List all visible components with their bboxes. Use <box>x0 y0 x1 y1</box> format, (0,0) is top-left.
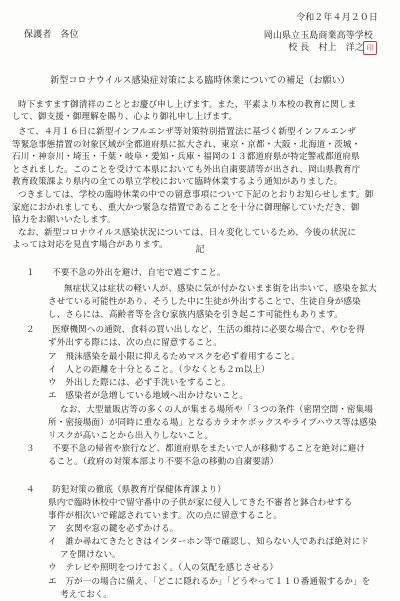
body-line: ３ 不要不急の帰省や旅行など、都道府県をまたいで人が移動することを絶対に避け <box>26 444 366 454</box>
body-line: イ 誰か尋ねてきたときはインターホン等で確認し、知らない人であれば絶対にド <box>48 537 370 547</box>
body-line: ず外出する際には、次の点に留意すること。 <box>48 338 222 348</box>
addressee: 保護者 各位 <box>24 30 79 40</box>
body-line: ２ 医療機関への通院、食料の買い出しなど、生活の維持に必要な場合で、やむを得 <box>26 325 365 335</box>
school-name: 岡山県立玉島商業高等学校 <box>263 31 373 41</box>
body-line: イ 人との距離を十分とること。（少なくとも２ｍ以上） <box>48 365 270 375</box>
intro-line: 時下ますます御清祥のこととお慶び申し上げます。また、平素より本校の教育に関しま <box>18 100 357 110</box>
intro-line: なお、新型コロナウイルス感染状況については、日々変化しているため、今後の状況に <box>18 228 357 238</box>
body-line: ４ 防犯対策の徹底（県教育庁保健体育課より） <box>26 485 226 495</box>
body-line: 事件が相次いで確認されています。次の点に留意すること。 <box>48 511 283 521</box>
body-line: ア 玄関や窓の鍵を必ずかける。 <box>48 524 179 534</box>
intro-line: とされました。このことを受けて本県においても外出自粛要請等が出され、岡山県教育庁 <box>12 165 361 175</box>
intro-line: 協力をお願いいたします。 <box>12 215 116 225</box>
body-line: 考えておく。 <box>60 590 112 600</box>
body-line: 無症状又は症状の軽い人が、感染に気が付かないまま街を出歩いて、感染を拡大 <box>64 284 377 294</box>
body-line: アを開けない。 <box>60 550 121 560</box>
body-line: 県内で臨時休校中で留守番中の子供が家に侵入してきた不審者と鉢合わせする <box>48 498 353 508</box>
body-line: エ 感染者が急増している地域へ出かけないこと。 <box>48 391 248 401</box>
intro-line: つきましては、学校の臨時休業の中での留意事項について下記のとおりお知らせします。御 <box>18 190 374 200</box>
intro-line: して、御支援・御理解を賜り、心より御礼申し上げます。 <box>12 112 238 122</box>
body-line: ア 飛沫感染を最小限に抑えるためマスクを必ず着用すること。 <box>48 352 301 362</box>
principal-name: 校 長 村上 洋之 <box>288 43 364 53</box>
intro-line: 家庭におかれましても、重大かつ緊急な措置であることを十分に御理解していただき、御 <box>12 203 360 213</box>
intro-line: 石川・神奈川・埼玉・千葉・岐阜・愛知・兵庫・福岡の１３都道府県が特定警戒都道府県 <box>12 152 360 162</box>
body-line: ウ 外出した際には、必ず手洗いをすること。 <box>48 378 231 388</box>
body-line: させている可能性があり、そうした中に生徒が外出することで、生徒自身が感染 <box>48 297 361 307</box>
intro-line: 等緊急事態措置の対象区域が全都道府県に拡大され、東京・京都・大阪・北海道・茨城・ <box>12 140 361 150</box>
body-line: なお、大型量販店等の多くの人が集まる場所や「３つの条件（密閉空間・密集場 <box>60 405 373 415</box>
document-date: 令和２年４月２０日 <box>296 13 378 23</box>
intro-line: よっては対応を見直す場合があります。 <box>12 240 168 250</box>
intro-line: 教育政策課より県内の全ての県立学校において臨時休業するよう通知がありました。 <box>12 177 343 187</box>
official-seal: 印 <box>363 41 377 55</box>
body-line: ウ テレビや照明をつけておく。（人の気配を感じさせる） <box>48 563 279 573</box>
body-line: エ 万が一の場合に備え、「どこに隠れるか」「どうやって１１０番通報するか」を <box>48 577 371 587</box>
intro-line: さて、４月１６日に新型インフルエンザ等対策特別措置法に基づく新型インフルエンザ <box>18 127 357 137</box>
body-line: し、さらには、高齢者等を含む家族内感染を引き起こす可能性もあります。 <box>48 310 343 320</box>
body-line: 所・密接場面）が同時に重なる場」となるカラオケボックスやライブハウス等は感染 <box>48 418 377 428</box>
body-line: １ 不要不急の外出を避け、自宅で過ごすこと。 <box>26 268 226 278</box>
body-line: ること。（政府の対策本部より不要不急の移動の自粛要請） <box>48 457 279 467</box>
body-line: リスクが高いことから出入りしないこと。 <box>48 431 214 441</box>
document-title: 新型コロナウイルス感染症対策による臨時休業についての補足（お願い） <box>50 76 350 86</box>
ki-heading: 記 <box>195 245 205 255</box>
